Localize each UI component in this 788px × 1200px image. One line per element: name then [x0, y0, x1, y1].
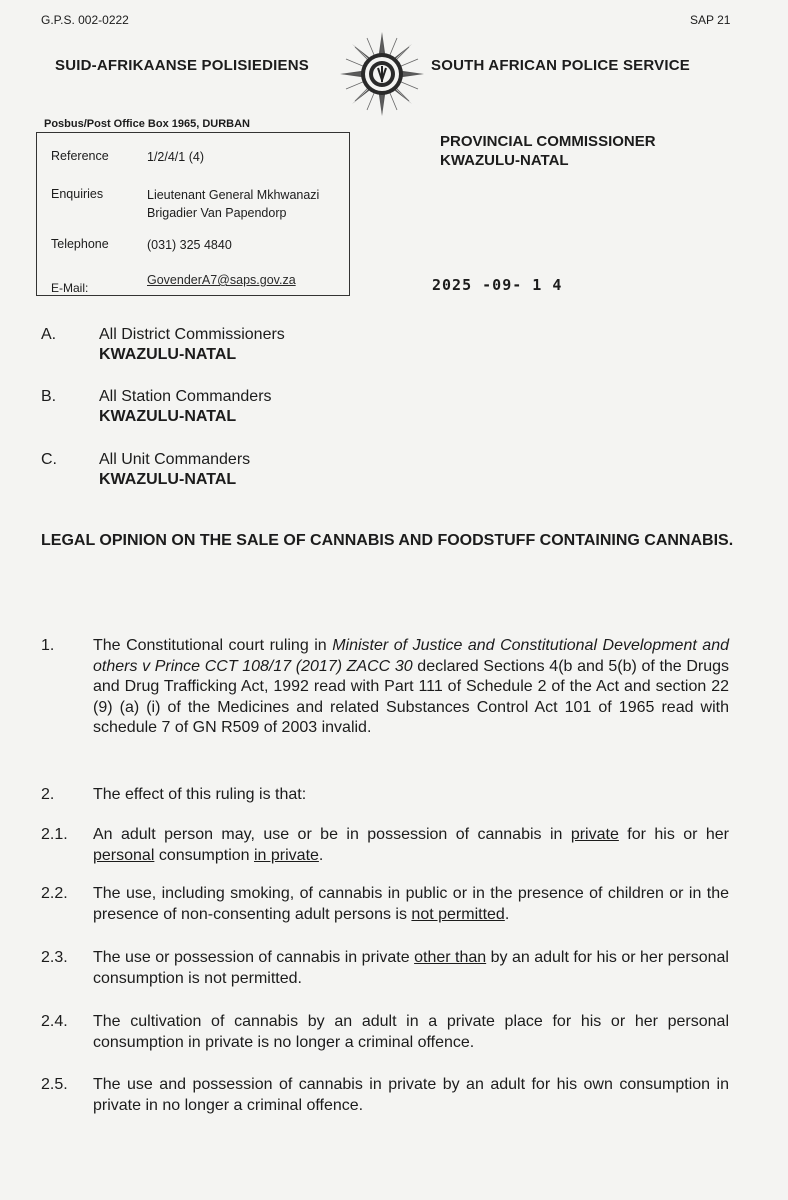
reference-label: Reference: [51, 149, 109, 163]
paragraph-number: 1.: [41, 637, 55, 654]
form-code: G.P.S. 002-0222: [41, 13, 129, 27]
email-link[interactable]: GovenderA7@saps.gov.za: [147, 273, 296, 287]
reference-value: 1/2/4/1 (4): [147, 150, 204, 164]
addressee-province: KWAZULU-NATAL: [99, 346, 237, 363]
addressee: [99, 325, 285, 365]
addressee-line: All Unit Commanders: [99, 451, 251, 468]
paragraph-1: The Constitutional court ruling in Minister of Justice and Constitutional Development and others v Prince CCT 108/17 (2017) ZACC 30 declared Sections 4(b and 5(b) of the Drugs and Drug Trafficking Act, 1992 read with Part 111 of Schedule 2 of the Act and section 22 (9) (a) (i) of the Medicines and related Substances Control Act 101 of 1965 read with schedule 7 of GN R509 of 2003 invalid.: [93, 637, 730, 736]
paragraph-2-3: The use or possession of cannabis in private other than by an adult for his or her personal consumption is not permitted.: [93, 949, 729, 987]
enquiries-line-1: Lieutenant General Mkhwanazi: [147, 188, 320, 202]
english-service-name: SOUTH AFRICAN POLICE SERVICE: [431, 57, 690, 74]
subject-heading: LEGAL OPINION ON THE SALE OF CANNABIS AND FOODSTUFF CONTAINING CANNABIS.: [41, 532, 734, 549]
paragraph-number: 2.5.: [41, 1076, 68, 1093]
addressee: [99, 387, 272, 427]
sap-form-number: SAP 21: [690, 13, 731, 27]
paragraph-2-5: The use and possession of cannabis in private by an adult for his own consumption in private in no longer a criminal offence.: [93, 1076, 729, 1114]
addressee: [99, 450, 250, 490]
paragraph-number: 2.4.: [41, 1013, 68, 1030]
addressee-province: KWAZULU-NATAL: [99, 471, 237, 488]
enquiries-label: Enquiries: [51, 187, 104, 201]
telephone-label: Telephone: [51, 237, 109, 251]
enquiries-line-2: Brigadier Van Papendorp: [147, 206, 287, 220]
paragraph-2-4: The cultivation of cannabis by an adult in a private place for his or her personal consumption in private is no longer a criminal offence.: [93, 1013, 729, 1051]
paragraph-number: 2.2.: [41, 885, 68, 902]
reference-box: [36, 132, 350, 296]
paragraph-2-2: The use, including smoking, of cannabis in public or in the presence of children or in the presence of non-consenting adult persons is not permitted.: [93, 885, 729, 923]
date-stamp: 2025 -09- 1 4: [432, 276, 563, 294]
addressee-province: KWAZULU-NATAL: [99, 408, 237, 425]
addressee-line: All District Commissioners: [99, 326, 285, 343]
addressee-letter: B.: [41, 388, 57, 405]
email-label: E-Mail:: [51, 281, 89, 295]
paragraph-number: 2.1.: [41, 826, 68, 843]
afrikaans-service-name: SUID-AFRIKAANSE POLISIEDIENS: [55, 57, 309, 74]
postbox-address: Posbus/Post Office Box 1965, DURBAN: [44, 118, 250, 130]
addressee-letter: A.: [41, 326, 57, 343]
telephone-value: (031) 325 4840: [147, 238, 232, 252]
sender-province: KWAZULU-NATAL: [440, 152, 569, 169]
police-star-crest-icon: [338, 30, 426, 118]
sender-title: PROVINCIAL COMMISSIONER: [440, 133, 656, 150]
addressee-line: All Station Commanders: [99, 388, 272, 405]
paragraph-2-1: An adult person may, use or be in possession of cannabis in private for his or her personal consumption in private.: [93, 826, 729, 864]
addressee-letter: C.: [41, 451, 57, 468]
paragraph-number: 2.3.: [41, 949, 68, 966]
paragraph-number: 2.: [41, 786, 55, 803]
paragraph-2: The effect of this ruling is that:: [93, 786, 307, 803]
